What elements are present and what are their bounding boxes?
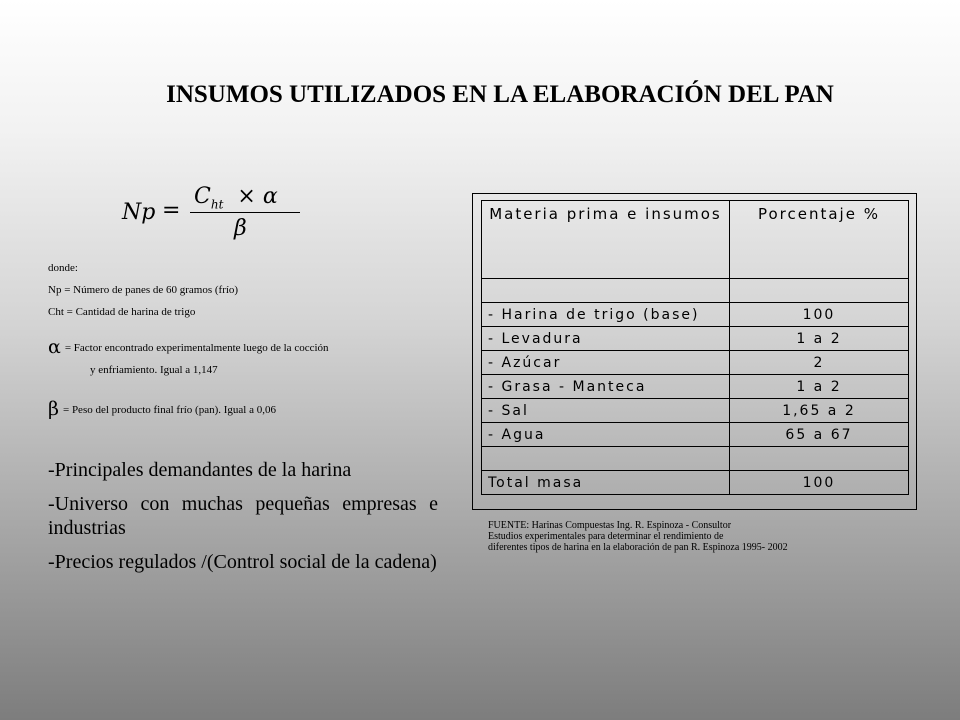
table-row xyxy=(482,399,909,423)
bullet-item: -Principales demandantes de la harina xyxy=(48,459,352,481)
percentage-cell: 100 xyxy=(729,303,908,327)
percentage-cell: 1 a 2 xyxy=(729,327,908,351)
ingredient-cell: - Grasa - Manteca xyxy=(482,375,730,399)
table-total-row xyxy=(482,471,909,495)
formula-lhs: Np xyxy=(122,200,156,225)
formula-equals: = xyxy=(162,198,181,223)
formula-denominator: β xyxy=(234,216,247,241)
definition-cht: Cht = Cantidad de harina de trigo xyxy=(48,306,196,318)
bullet-item: -Precios regulados /(Control social de la cadena) xyxy=(48,551,437,573)
ingredient-cell: - Sal xyxy=(482,399,730,423)
percentage-cell: 2 xyxy=(729,351,908,375)
formula-times: × xyxy=(237,184,256,209)
bullet-list xyxy=(48,458,438,584)
table-row xyxy=(482,351,909,375)
total-label-cell: Total masa xyxy=(482,471,730,495)
ingredient-cell: - Agua xyxy=(482,423,730,447)
percentage-cell: 1 a 2 xyxy=(729,375,908,399)
bullet-item: -Universo con muchas pequeñas empresas e industrias xyxy=(48,493,438,539)
formula-alpha: α xyxy=(262,184,278,209)
fraction-bar xyxy=(190,212,300,213)
header-percentage: Porcentaje % xyxy=(729,201,908,279)
formula-subscript: ht xyxy=(210,197,224,212)
table-row-blank xyxy=(482,279,909,303)
ingredients-table-frame xyxy=(472,193,917,510)
percentage-cell: 65 a 67 xyxy=(729,423,908,447)
total-value-cell: 100 xyxy=(729,471,908,495)
table-row xyxy=(482,423,909,447)
table-row xyxy=(482,375,909,399)
beta-symbol: β xyxy=(48,398,59,420)
ingredient-cell: - Harina de trigo (base) xyxy=(482,303,730,327)
definition-donde: donde: xyxy=(48,262,78,274)
definition-beta-text: = Peso del producto final frío (pan). Igual a 0,06 xyxy=(62,404,276,416)
definition-alpha xyxy=(48,336,329,358)
table-row xyxy=(482,303,909,327)
definition-np: Np = Número de panes de 60 gramos (frío) xyxy=(48,284,239,296)
ingredient-cell: - Levadura xyxy=(482,327,730,351)
source-note xyxy=(488,520,788,553)
source-line: Estudios experimentales para determinar el rendimiento de xyxy=(488,531,724,542)
ingredients-table xyxy=(481,200,909,495)
source-line: diferentes tipos de harina en la elaboración de pan R. Espinoza 1995- 2002 xyxy=(488,542,788,553)
definition-alpha-text: = Factor encontrado experimentalmente luego de la cocción xyxy=(64,342,329,354)
table-row xyxy=(482,327,909,351)
source-line: FUENTE: Harinas Compuestas Ing. R. Espinoza - Consultor xyxy=(488,520,732,531)
bread-count-formula xyxy=(110,180,310,250)
formula-c: C xyxy=(194,184,211,209)
alpha-symbol: α xyxy=(48,336,61,358)
header-raw-material: Materia prima e insumos xyxy=(482,201,730,279)
definition-alpha-continued: y enfriamiento. Igual a 1,147 xyxy=(90,364,218,376)
table-row-blank xyxy=(482,447,909,471)
formula-numerator xyxy=(194,184,278,211)
ingredient-cell: - Azúcar xyxy=(482,351,730,375)
page-title: INSUMOS UTILIZADOS EN LA ELABORACIÓN DEL PAN xyxy=(166,81,834,108)
table-header-row xyxy=(482,201,909,279)
definition-beta xyxy=(48,398,276,420)
percentage-cell: 1,65 a 2 xyxy=(729,399,908,423)
